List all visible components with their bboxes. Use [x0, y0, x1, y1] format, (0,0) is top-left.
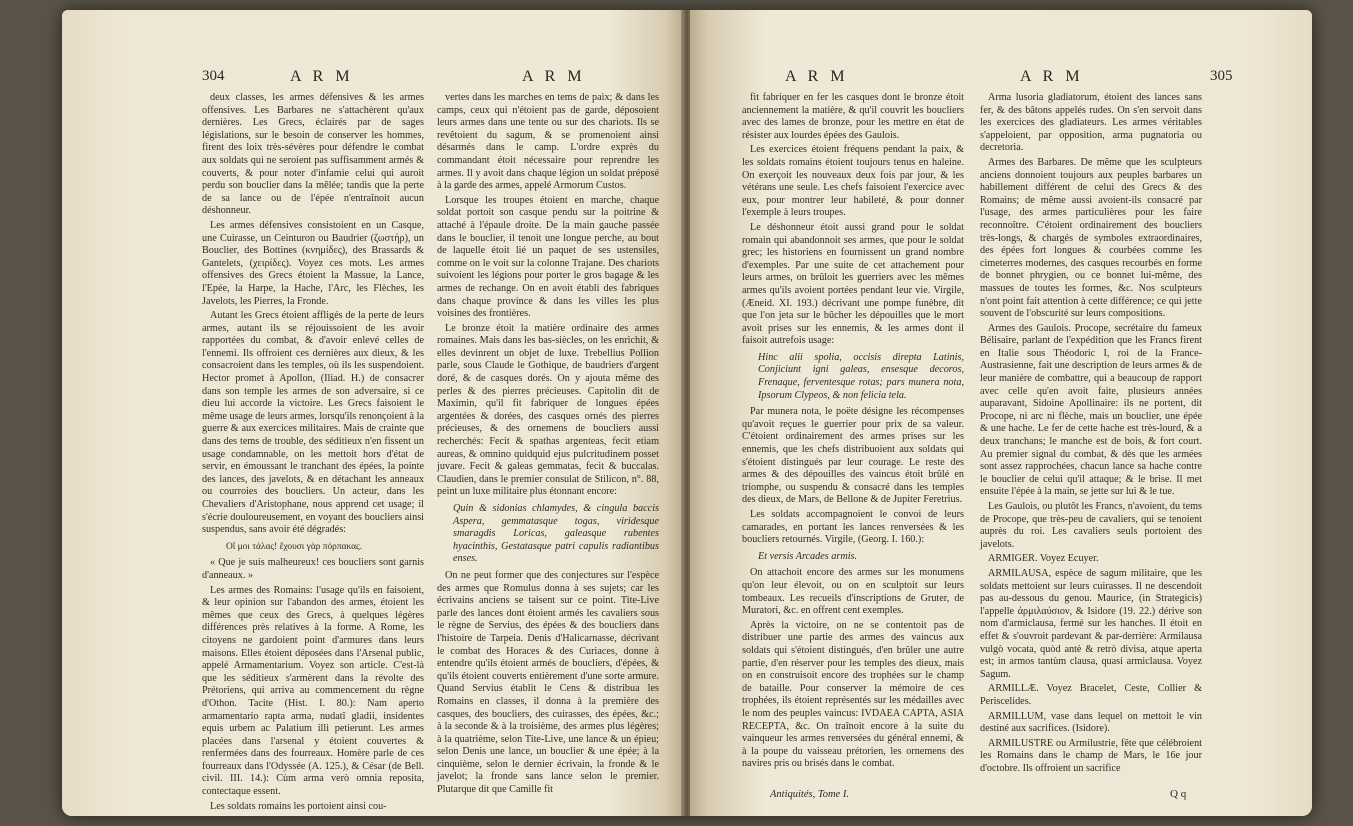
paragraph: Les Gaulois, ou plutôt les Francs, n'avoient, du tems de Procope, que très-peu de cavaliers, qui se tenoient auprès du roi. Les cavaliers seuls portoient des javelots. [980, 501, 1202, 550]
paragraph: vertes dans les marches en tems de paix; & dans les camps, ceux qui n'étoient pas de garde, déposoient leurs armes dans une tente ou sur des chariots. Ils se revêtoient du sagum, & se promenoient ainsi désarmés dans le camp. L'ordre exprès du commandant étoit nécessaire pour reprendre les armes. Il y avoit dans chaque légion un soldat préposé à la garde des armes, appelé Armorum Custos. [437, 92, 659, 192]
right-running-head-2: A R M [1020, 68, 1084, 85]
paragraph: Le déshonneur étoit aussi grand pour le soldat romain qui abandonnoit ses armes, que pour le soldat grec; les historiens en fournissent un grand nombre d'exemples. Par une suite de cet attachement pour leurs armes, on brûloit les guerriers avec les mêmes armes qu'ils avoient portées pendant leur vie. Virgile, (Æneid. XI. 193.) décrivant une pompe funèbre, dit que l'on jeta sur le bûcher les dépouilles que le mort avoit prises sur les ennemis, & les armes dont il faisoit autrefois usage: [742, 221, 964, 347]
signature-mark: Q q [1170, 788, 1187, 800]
left-running-head-2: A R M [522, 68, 586, 85]
left-page-number: 304 [202, 68, 225, 84]
paragraph: On ne peut former que des conjectures sur l'espèce des armes que Romulus donna à ses sujets; car les écrivains anciens se taisent sur ce point. Tite-Live parle des lances dont étoient armés les cavaliers sous le règne de Servius, des épées & des boucliers dans l'histoire de Tarpeia. Denis d'Halicarnasse, décrivant le combat des Horaces & des Curiaces, donne à entendre qu'ils étoient armés de boucliers, d'épées, & qu'ils étoient couverts entièrement d'une sorte armure. Quand Servius établit le Cens & distribua les Romains en classes, il donna à la première des casques, des boucliers, des cuirasses, des épées, &c.; à la seconde & à la troisième, des armes plus légères; à la quatrième, selon Tite-Live, une lance & un épieu; selon Denis une lance, un bouclier & une épée; à la cinquième, selon le dernier écrivain, la fronde & le javelot; la fronde sans lance selon le premier. Plutarque dit que Camille fit [437, 569, 659, 796]
paragraph: Armes des Barbares. De même que les sculpteurs anciens donnoient toujours aux peuples barbares un habillement différent de celui des Grecs & des Romains; de même aussi avoient-ils consacré par l'usage, des armes particulières pour les faire reconnoître. C'étoient ordinairement des boucliers très-longs, & chargés de symboles extraordinaires, des épées fort longues & courbées comme les cimeterres modernes, des casques recourbés en forme de bonnet phrygien, ou ce bonnet lui-même, des massues de toutes les formes, &c. Nos sculpteurs n'ont point fait attention à cette différence; ce qui jette souvent de l'obscurité sur leurs compositions. [980, 156, 1202, 320]
paragraph: deux classes, les armes défensives & les armes offensives. Les Barbares ne s'attachèrent qu'aux dernières. Les Grecs, éclairés par de sages législations, sur le besoin de conserver les hommes, firent des loix très-sévères pour défendre le combat aux soldats qui ne seroient pas suffisamment armés & couverts, & pour noter d'infamie celui qui auroit perdu son bouclier dans la mêlée; tandis que la perte de sa lance ou de l'épée n'entraînoit aucun déshonneur. [202, 92, 424, 217]
paragraph: Les soldats romains les portoient ainsi cou- [210, 800, 387, 812]
paragraph: Le bronze étoit la matière ordinaire des armes romaines. Mais dans les bas-siècles, on les enrichit, & elles devinrent un objet de luxe. Trebellius Pollion parle, sous Claude le Gothique, de baudriers d'argent doré, & de casques dorés. On y ajouta même des perles & des pierres précieuses. Capitolin dit de Maximin, qu'il fit fabriquer de longues épées argentées & dorées, des casques ornés des pierres précieuses, & des ornemens de boucliers aussi recherchés: Fecit & spathas argenteas, fecit etiam aureas, & omnino quidquid ejus pulcritudinem posset juvare. Fecit & galeas gemmatas, fecit & buccalas. Claudien, dans le premier consulat de Stilicon, n°. 88, peint un luxe militaire plus étonnant encore: [437, 322, 659, 498]
left-column-1 [202, 92, 424, 815]
paragraph: ARMIGER. Voyez Ecuyer. [988, 553, 1099, 565]
paragraph: Les armes défensives consistoient en un Casque, une Cuirasse, un Ceinturon ou Baudrier (ζωστήρ), un Bouclier, des Bottines (κνημίδες), des Brassards & Gantelets, (χειρίδες). Voyez ces mots. Les armes offensives des Grecs étoient la Massue, la Lance, l'Epée, la Harpe, la Hache, l'Arc, les Flèches, les Javelots, les Pierres, la Fronde. [202, 219, 424, 307]
paragraph: On attachoit encore des armes sur les monumens qu'on leur élevoit, ou on en sculptoit sur leurs tombeaux. Les recueils d'inscriptions de Gruter, de Muratori, &c. en offrent cent exemples. [742, 567, 964, 617]
paragraph: Les armes des Romains: l'usage qu'ils en faisoient, & leur opinion sur l'abandon des armes, étoient les mêmes que ceux des Grecs, à quelques légères différences près relatives à la forme. A Rome, les citoyens ne gardoient point d'armures dans leurs maisons. Elles étoient déposées dans l'Arsenal public, appelé Armamentarium. Voyez son article. C'est-là que les séditieux s'armèrent dans la révolte des Prétoriens, qui arriva au commencement du règne d'Othon. Tacite (Hist. I. 80.): Nam aperto armamentario rapta arma, nudatî gladii, insidentes equis urbem ac Palatium illi petierunt. Les armes placées dans l'arsenal y étoient couvertes & renfermées dans des fourreaux. Homère parle de ces fourreaux dans l'Odyssée (A. 125.), & César (de Bell. civil. III. 14.): Cùm arma verò omnia reposita, contectaque essent. [202, 584, 424, 798]
right-page [690, 10, 1312, 816]
paragraph: Armes des Gaulois. Procope, secrétaire du fameux Bélisaire, parlant de l'expédition que les Francs firent en Italie sous Théodoric I, roi de la France-Austrasienne, fait une description de leurs armes & de leur manière de combattre, qui a beaucoup de rapport avec celle qu'en avoit faite, plusieurs années auparavant, Sidoine Apollinaire: ils ne portent, dit Procope, ni arc ni flèche, mais un bouclier, une épée & une hache. Le fer de cette hache est très-lourd, & a deux tranchans; le manche est de bois, & fort court. Au premier signal du combat, & dès que les armées sont assez rapprochées, chacun lance sa hache contre le bouclier de celui qu'il attaque; & le brise. Il met ensuite l'épée à la main, se jette sur lui & le tue. [980, 322, 1202, 498]
paragraph: Les exercices étoient fréquens pendant la paix, & les soldats romains étoient toujours tenus en haleine. On exerçoit les nouveaux deux fois par jour, & les vétérans une seule. Les chefs faisoient l'exercice avec eux, pour montrer leur habileté, & pour donner l'exemple à leurs troupes. [742, 144, 964, 219]
right-column-1 [742, 92, 964, 773]
left-page [62, 10, 684, 816]
paragraph: Quin & sidonias chlamydes, & cingula baccis Aspera, gemmatasque togas, viridesque smaragdis Loricas, galeasque rubentes hyacinthis, Gestatasque patri capulis radiantibus enses. [453, 503, 659, 565]
paragraph: Et versis Arcades armis. [758, 550, 858, 562]
left-column-2 [437, 92, 659, 799]
paragraph: Après la victoire, on ne se contentoit pas de distribuer une partie des armes des vaincus aux soldats qui s'étoient distingués, d'en brûler une autre partie, d'en réserver pour les temples des dieux, mais on en construisoit encore des trophées sur le champ de bataille. Pour conserver la mémoire de ces trophées, ils étoient représentés sur les médailles avec le nom des peuples vaincus: IVDAEA CAPTA, ASIA RECEPTA, &c. On traînoit encore à la suite du vainqueur les armes renversées du général ennemi, & à la poupe du vaisseau prétorien, les ornemens des navires pris ou brisés dans le combat. [742, 619, 964, 770]
paragraph: ARMILLÆ. Voyez Bracelet, Ceste, Collier & Periscelides. [980, 683, 1202, 707]
right-running-head: A R M [785, 68, 849, 85]
paragraph: ARMILAUSA, espèce de sagum militaire, que les soldats mettoient sur leurs cuirasses. Il ne descendoit pas au-dessous du genou. Maurice, (in Strategicis) l'appelle ἀρμιλαύσιον, & Isidore (19. 22.) dérive son nom d'armiclausa, fermé sur les hanches. Il étoit en effet & s'ouvroit pardevant & par-derrière: Armilausa vulgò vocata, quòd antè & retrò divisa, atque aperta est; in armos tantùm clausa, quasi armiclausa. Voyez Sagum. [980, 567, 1202, 680]
paragraph: Les soldats accompagnoient le convoi de leurs camarades, en portant les lances renversées & les boucliers retournés. Virgile, (Georg. I. 160.): [742, 509, 964, 546]
right-page-number: 305 [1210, 68, 1233, 84]
paragraph: « Que je suis malheureux! ces boucliers sont garnis d'anneaux. » [202, 557, 424, 581]
left-running-head: A R M [290, 68, 354, 85]
paragraph: Lorsque les troupes étoient en marche, chaque soldat portoit son casque pendu sur la poitrine & attaché à l'épaule droite. De la main gauche passée dans le bouclier, il tenoit une longue perche, au bout de laquelle étoit lié un paquet de ses ustensiles, comme on le voit sur la colonne Trajane. Des chariots suivoient les légions pour porter le gros bagage & les armes de rechange. On en avoit établi des fabriques dans chaque province & dans les villes les plus voisines des frontières. [437, 194, 659, 320]
paragraph: Par munera nota, le poëte désigne les récompenses qu'avoit reçues le guerrier pour prix de sa valeur. C'étoient ordinairement des armes prises sur les ennemis, que les chefs distribuoient aux soldats qui s'étoient distingués par leur courage. Le reste des armes & des dépouilles des vaincus étoit brûlé en triomphe, ou suspendu & consacré dans les temples des dieux, de Mars, de Bellone & de Jupiter Feretrius. [742, 406, 964, 506]
paragraph: Οἴ μοι τάλας! ἔχουσι γὰρ πόρπακας. [226, 541, 363, 552]
paragraph: ARMILLUM, vase dans lequel on mettoit le vin destiné aux sacrifices. (Isidore). [980, 710, 1202, 735]
paragraph: Autant les Grecs étoient affligés de la perte de leurs armes, autant ils se réjouissoient de les avoir rapportées du combat, & d'avoir enlevé celles de l'ennemi. Ils offroient ces dernières aux dieux, & les consacroient dans les temples, où ils les suspendoient. Hector promet à Apollon, (Iliad. H.) de consacrer dans son temple les armes de son adversaire, si ce dieu lui accorde la victoire. Les Grecs faisoient le même usage de leurs armes, lorsqu'ils renonçoient à la guerre & aux exercices militaires. Mais de crainte que dans des tems de trouble, des séditieux n'en fissent un usage condamnable, on les mettoit hors d'état de servir, en émoussant le tranchant des épées, la pointe des lances, des javelots, & en détachant les anneaux ou courroies des boucliers. Un acteur, dans les Chevaliers d'Aristophane, nous apprend cet usage; il s'écrie douloureusement, en voyant des boucliers ainsi suspendus, sans avoir été dégradés: [202, 310, 424, 536]
paragraph: fit fabriquer en fer les casques dont le bronze étoit anciennement la matière, & qu'il couvrit les boucliers avec des lames de bronze, pour les mettre en état de résister aux lourdes épées des Gaulois. [742, 92, 964, 141]
paragraph: ARMILUSTRE ou Armilustrie, fête que célébroient les Romains dans le champ de Mars, le 16e jour d'octobre. Ils offroient un sacrifice [980, 737, 1202, 774]
paragraph: Arma lusoria gladiatorum, étoient des lances sans fer, & des bâtons appelés rudes. On s'en servoit dans les exercices des gladiateurs. Les armes véritables s'appeloient, par opposition, arma pugnatoria ou decretoria. [980, 92, 1202, 154]
right-column-2 [980, 92, 1202, 777]
volume-footer: Antiquités, Tome I. [770, 789, 849, 800]
open-book [62, 10, 1312, 816]
paragraph: Hinc alii spolia, occisis direpta Latinis, Conjiciunt igni galeas, ensesque decoros, Frenaque, ferventesque rotas; pars munera nota, Ipsorum Clypeos, & non felicia tela. [758, 351, 964, 401]
